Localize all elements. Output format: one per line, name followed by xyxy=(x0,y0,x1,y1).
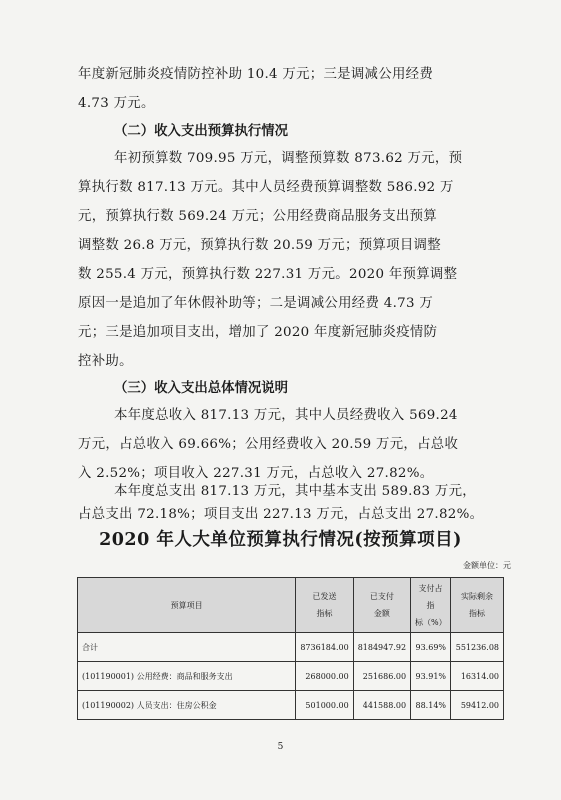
table-header-row xyxy=(78,578,504,633)
cell-item: 合计 xyxy=(78,633,296,662)
header-ratio: 支付占指 标（%） xyxy=(411,578,451,633)
cell-issued: 8736184.00 xyxy=(296,633,353,662)
paragraph-line: 控补助。 xyxy=(78,354,133,369)
cell-ratio: 88.14% xyxy=(411,691,451,720)
paragraph-line: 本年度总支出 817.13 万元，其中基本支出 589.83 万元， xyxy=(114,484,476,499)
paragraph-line: 元，预算执行数 569.24 万元；公用经费商品服务支出预算 xyxy=(78,209,437,224)
paragraph-line: 原因一是追加了年休假补助等；二是调减公用经费 4.73 万 xyxy=(78,296,434,311)
header-paid: 已支付 金额 xyxy=(353,578,410,633)
cell-remain: 16314.00 xyxy=(451,662,504,691)
section-heading: （二）收入支出预算执行情况 xyxy=(114,123,289,139)
header-item: 预算项目 xyxy=(78,578,296,633)
cell-paid: 8184947.92 xyxy=(353,633,410,662)
page-number: 5 xyxy=(277,742,284,752)
paragraph-line: 年度新冠肺炎疫情防控补助 10.4 万元；三是调减公用经费 xyxy=(78,67,434,82)
section-heading: （三）收入支出总体情况说明 xyxy=(114,380,289,396)
paragraph-line: 入 2.52%；项目收入 227.31 万元，占总收入 27.82%。 xyxy=(78,466,434,481)
cell-remain: 59412.00 xyxy=(451,691,504,720)
cell-item: (101190001) 公用经费：商品和服务支出 xyxy=(78,662,296,691)
cell-ratio: 93.69% xyxy=(411,633,451,662)
unit-label: 金额单位：元 xyxy=(463,561,511,570)
table-row xyxy=(78,691,504,720)
table-title: 2020 年人大单位预算执行情况(按预算项目) xyxy=(99,530,462,550)
cell-paid: 251686.00 xyxy=(353,662,410,691)
paragraph-line: 元；三是追加项目支出，增加了 2020 年度新冠肺炎疫情防 xyxy=(78,325,438,340)
paragraph-line: 本年度总收入 817.13 万元，其中人员经费收入 569.24 xyxy=(114,408,458,423)
cell-item: (101190002) 人员支出：住房公积金 xyxy=(78,691,296,720)
paragraph-line: 数 255.4 万元，预算执行数 227.31 万元。2020 年预算调整 xyxy=(78,267,458,282)
header-issued: 已发送 指标 xyxy=(296,578,353,633)
paragraph-line: 年初预算数 709.95 万元，调整预算数 873.62 万元，预 xyxy=(114,151,463,166)
budget-table xyxy=(77,577,504,720)
cell-issued: 268000.00 xyxy=(296,662,353,691)
paragraph-line: 算执行数 817.13 万元。其中人员经费预算调整数 586.92 万 xyxy=(78,180,454,195)
paragraph-line: 万元，占总收入 69.66%；公用经费收入 20.59 万元，占总收 xyxy=(78,437,459,452)
cell-paid: 441588.00 xyxy=(353,691,410,720)
paragraph-line: 调整数 26.8 万元，预算执行数 20.59 万元；预算项目调整 xyxy=(78,238,441,253)
header-remain: 实际剩余 指标 xyxy=(451,578,504,633)
cell-issued: 501000.00 xyxy=(296,691,353,720)
paragraph-line: 占总支出 72.18%；项目支出 227.13 万元，占总支出 27.82%。 xyxy=(78,507,484,522)
cell-remain: 551236.08 xyxy=(451,633,504,662)
table-row xyxy=(78,633,504,662)
table-row xyxy=(78,662,504,691)
cell-ratio: 93.91% xyxy=(411,662,451,691)
paragraph-line: 4.73 万元。 xyxy=(78,96,155,111)
